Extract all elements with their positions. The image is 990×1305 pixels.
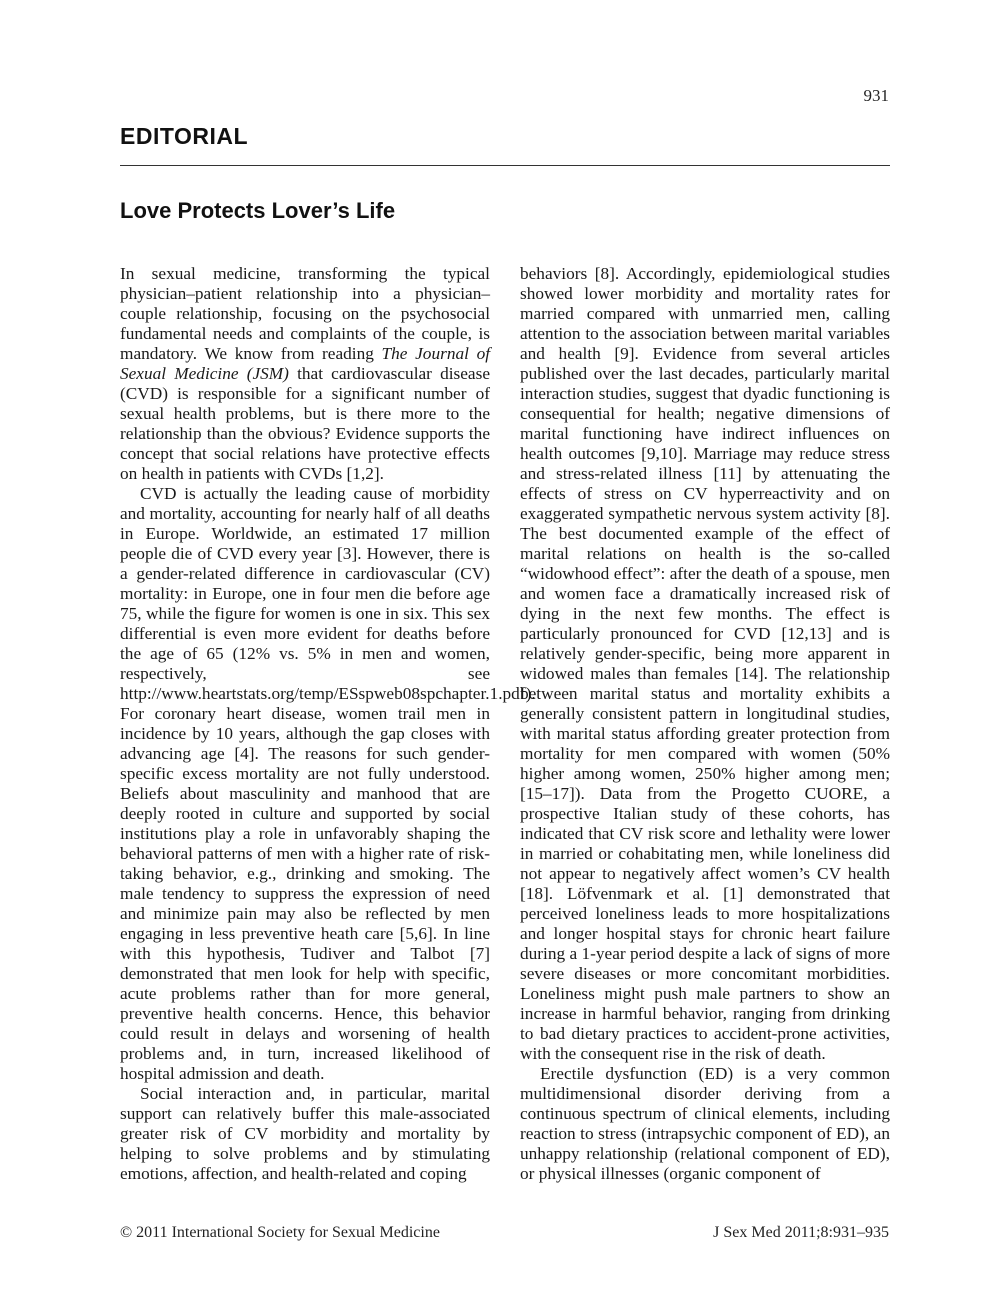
paragraph: CVD is actually the leading cause of morbidity and mortality, accounting for nearly half of all deaths in Europe. Worldwide, an estimated 17 million people die of CVD every year [3]. However, there is a gender-related difference in cardiovascular (CV) mortality: in Europe, one in four men die before age 75, while the figure for women is one in six. This sex differential is even more evident for deaths before the age of 65 (12% vs. 5% in men and women, respectively, see http://www.heartstats.org/temp/ESspweb08spchapter.1.pdf). For coronary heart disease, women trail men in incidence by 10 years, although the gap closes with advancing age [4]. The reasons for such gender-specific excess mortality are not fully understood. Beliefs about masculinity and manhood that are deeply rooted in culture and supported by social institutions play a role in unfavorably shaping the behavioral patterns of men with a higher rate of risk-taking behavior, e.g., drinking and smoking. The male tendency to suppress the expression of need and minimize pain may also be reflected by men engaging in less preventive heath care [5,6]. In line with this hypothesis, Tudiver and Talbot [7] demonstrated that men look for help with specific, acute problems rather than for more general, preventive health concerns. Hence, this behavior could result in delays and worsening of health problems and, in turn, increased likelihood of hospital admission and death. <box>120 484 536 1083</box>
section-label: EDITORIAL <box>120 123 249 149</box>
copyright-notice: © 2011 International Society for Sexual Medicine <box>120 1224 440 1241</box>
left-column <box>120 264 536 1184</box>
journal-citation: J Sex Med 2011;8:931–935 <box>713 1224 889 1241</box>
paragraph: Erectile dysfunction (ED) is a very common multidimensional disorder deriving from a continuous spectrum of clinical elements, including reaction to stress (intrapsychic component of ED), an unhappy relationship (relational component of ED), or physical illnesses (organic component of <box>520 1064 890 1183</box>
right-column <box>520 264 890 1184</box>
paragraph: behaviors [8]. Accordingly, epidemiological studies showed lower morbidity and mortality rates for married compared with unmarried men, calling attention to the association between marital variables and health [9]. Evidence from several articles published over the last decades, particularly marital interaction studies, suggest that dyadic functioning is consequential for health; negative dimensions of marital functioning have indirect influences on health outcomes [9,10]. Marriage may reduce stress and stress-related illness [11] by attenuating the effects of stress on CV hyperreactivity and on exaggerated sympathetic nervous system activity [8]. The best documented example of the effect of marital relations on health is the so-called “widowhood effect”: after the death of a spouse, men and women face a dramatically increased risk of dying in the next few months. The effect is particularly pronounced for CVD [12,13] and is relatively gender-specific, being more apparent in widowed males than females [14]. The relationship between marital status and mortality exhibits a generally consistent pattern in longitudinal studies, with marital status affording greater protection from mortality for men compared with women (50% higher among women, 250% higher among men; [15–17]). Data from the Progetto CUORE, a prospective Italian study of these cohorts, has indicated that CV risk score and lethality were lower in married or cohabitating men, while loneliness did not appear to negatively affect women’s CV health [18]. Löfvenmark et al. [1] demonstrated that perceived loneliness leads to more hospitalizations and longer hospital stays for chronic heart failure during a 1-year period despite a lack of signs of more severe diseases or more concomitant morbidities. Loneliness might push male partners to show an increase in harmful behavior, ranging from drinking to bad dietary practices to accident-prone activities, with the consequent rise in the risk of death. <box>520 264 890 1063</box>
article-title: Love Protects Lover’s Life <box>120 198 396 223</box>
page-number: 931 <box>863 86 889 105</box>
paragraph: Social interaction and, in particular, marital support can relatively buffer this male-associated greater risk of CV morbidity and mortality by helping to solve problems and by stimulating emotions, affection, and health-related and coping <box>120 1084 490 1183</box>
paragraph-text: In sexual medicine, transforming the typical physician–patient relationship into a physician–couple relationship, focusing on the psychosocial fundamental needs and complaints of the couple, is mandatory. We know from reading <box>120 264 490 363</box>
journal-name: The Journal of Sexual Medicine (JSM) <box>120 344 491 383</box>
header-divider <box>120 165 890 166</box>
paragraph-text: that cardiovascular disease (CVD) is responsible for a significant number of sexual health problems, but is there more to the relationship than the obvious? Evidence supports the concept that social relations have protective effects on health in patients with CVDs [1,2]. <box>120 364 491 483</box>
paragraph <box>120 264 490 484</box>
